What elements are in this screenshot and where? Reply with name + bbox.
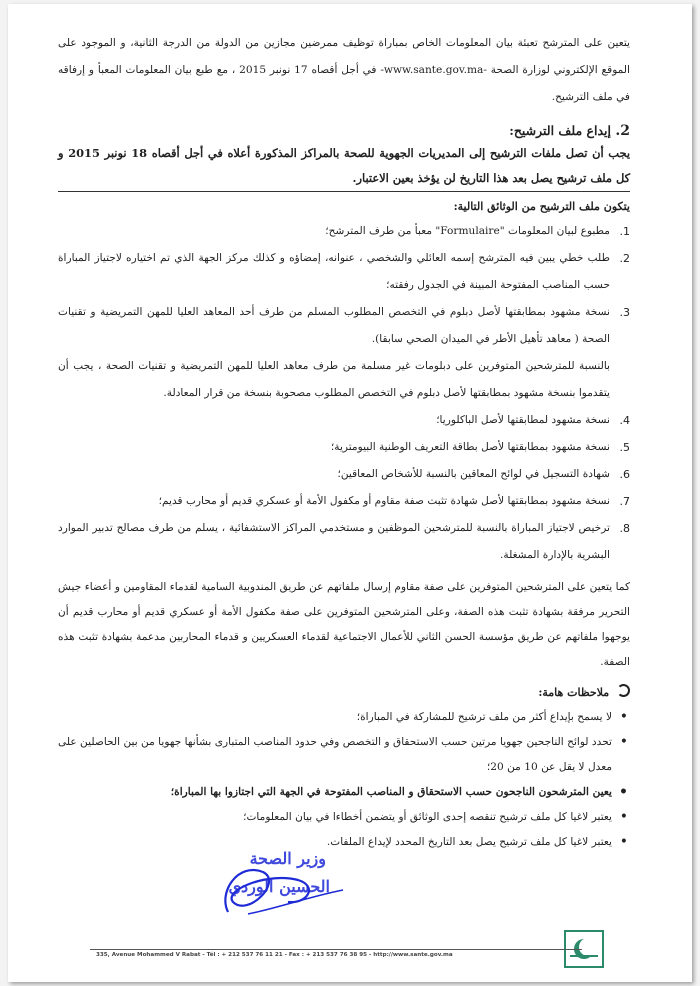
- document-item-text: بالنسبة للمترشحين المتوفرين على دبلومات غير مسلمة من طرف معاهد العليا للمهن التمريضية و تقنيات الصحة ، يجب أن يتقدموا بنسخة مشهود بمطابقتها لأصل دبلوم في التخصص المطلوب مصحوبة بنسخة من قرار المعادلة.: [58, 360, 610, 399]
- document-item-number: 6.: [619, 468, 630, 481]
- intro-paragraph: يتعين على المترشح تعبئة بيان المعلومات الخاص بمباراة توظيف ممرضين مجازين من الدولة من الدرجة الثانية، و الموجود على الموقع الإلكتروني لوزارة الصحة -www.sante.gov.ma- في أجل أقصاه 17 نونبر 2015 ، مع طبع بيان المعلومات المعبأ و إرفاقه في ملف الترشيح.: [58, 37, 630, 103]
- note-item: • يعتبر لاغيا كل ملف ترشيح يصل بعد التاريخ المحدد لإيداع الملفات.: [58, 830, 630, 855]
- document-item-text: نسخة مشهود بمطابقتها لأصل دبلوم في التخصص المطلوب المسلم من طرف أحد المعاهد العليا للمهن التمريضية و تقنيات الصحة ( معاهد تأهيل الأطر في الميدان الصحي سابقا).: [58, 306, 610, 345]
- document-item: [58, 218, 630, 245]
- document-item-text: نسخة مشهود بمطابقتها لأصل بطاقة التعريف الوطنية البيومترية؛: [330, 441, 610, 453]
- document-item-number: 2.: [619, 252, 630, 265]
- notes-heading: [58, 681, 630, 705]
- document-item: [58, 407, 630, 434]
- section-2-title: إيداع ملف الترشيح:: [509, 123, 612, 138]
- closing-paragraph: كما يتعين على المترشحين المتوفرين على صفة مقاوم إرسال ملفاتهم عن طريق المندوبية السامية لقدماء المقاومين و أعضاء جيش التحرير مرفقة بشهادة تثبت هذه الصفة، وعلى المترشحين المتوفرين على صفة مكفول الأمة أو عسكري قديم أو محارب قديم أن يوجهوا ملفاتهم عن طريق مؤسسة الحسن الثاني للأعمال الاجتماعية لقدماء العسكريين و قدماء المحاربين مدعمة بشهادة تثبت هذه الصفة.: [58, 581, 630, 668]
- documents-list: [58, 218, 630, 569]
- signature-stamp: [208, 842, 358, 922]
- document-item-text: نسخة مشهود لمطابقتها لأصل الباكلوريا؛: [436, 414, 610, 426]
- notes-bullet-icon: [617, 684, 630, 697]
- document-page: [8, 4, 692, 982]
- signature-line-2: الحسين الوردي: [228, 877, 330, 896]
- deadline-paragraph: يجب أن تصل ملفات الترشيح إلى المديريات الجهوية للصحة بالمراكز المذكورة أعلاه في أجل أقصاه 18 نونبر 2015 و كل ملف ترشيح يصل بعد هذا التاريخ لن يؤخذ بعين الاعتبار.: [58, 146, 631, 185]
- document-item-text: مطبوع لبيان المعلومات "Formulaire" معبأ من طرف المترشح؛: [325, 225, 610, 237]
- signature-line-1: وزير الصحة: [249, 849, 326, 868]
- document-item-number: 5.: [619, 441, 630, 454]
- document-item: [58, 353, 630, 407]
- note-item: • يعتبر لاغيا كل ملف ترشيح تنقصه إحدى الوثائق أو يتضمن أخطاءا في بيان المعلومات؛: [58, 805, 630, 830]
- document-item-number: 8.: [619, 522, 630, 535]
- footer-address: 335, Avenue Mohammed V Rabat - Tél : + 212 537 76 11 21 - Fax : + 213 537 76 38 95 - http://www.sante.gov.ma: [96, 952, 453, 958]
- document-item: [58, 299, 630, 353]
- document-item: [58, 434, 630, 461]
- document-item-number: 3.: [619, 306, 630, 319]
- footer-divider: [90, 949, 582, 950]
- document-item-number: 1.: [619, 225, 630, 238]
- document-item-number: 4.: [619, 414, 630, 427]
- documents-list-title: يتكون ملف الترشيح من الوثائق التالية:: [453, 200, 630, 213]
- document-item-number: 7.: [619, 495, 630, 508]
- document-item-text: شهادة التسجيل في لوائح المعاقين بالنسبة للأشخاص المعاقين؛: [337, 468, 610, 480]
- document-item-text: طلب خطي يبين فيه المترشح إسمه العائلي والشخصي ، عنوانه، إمضاؤه و كذلك مركز الجهة الذي تم اختياره لاجتياز المباراة حسب المناصب المفتوحة المبينة في الجدول رفقته؛: [58, 252, 610, 291]
- notes-title: ملاحظات هامة:: [538, 686, 610, 699]
- document-item-text: نسخة مشهود بمطابقتها لأصل شهادة تثبت صفة مقاوم أو مكفول الأمة أو عسكري قديم أو محارب قديم؛: [158, 495, 610, 507]
- section-2-number: 2.: [615, 123, 630, 139]
- document-item: [58, 245, 630, 299]
- note-item: • يعين المترشحون الناجحون حسب الاستحقاق و المناصب المفتوحة في الجهة التي اجتازوا بها المباراة؛: [58, 780, 630, 805]
- document-item: [58, 461, 630, 488]
- document-item: [58, 515, 630, 569]
- deadline-underline: [58, 191, 630, 192]
- document-item-text: ترخيص لاجتياز المباراة بالنسبة للمترشحين الموظفين و مستخدمي المراكز الاستشفائية ، يسلم من طرف مصالح تدبير الموارد البشرية بالإدارة المشغلة.: [58, 522, 610, 561]
- note-item: • لا يسمح بإيداع أكثر من ملف ترشيح للمشاركة في المباراة؛: [58, 705, 630, 730]
- document-body: [58, 30, 630, 855]
- notes-list: [58, 705, 630, 855]
- document-item: [58, 488, 630, 515]
- note-item: • تحدد لوائح الناجحين جهويا مرتين حسب الاستحقاق و التخصص وفي حدود المناصب المتبارى بشأنها جهويا من بين الحاصلين على معدل لا يقل عن 10 من 20؛: [58, 730, 630, 780]
- section-2-heading: [58, 121, 630, 141]
